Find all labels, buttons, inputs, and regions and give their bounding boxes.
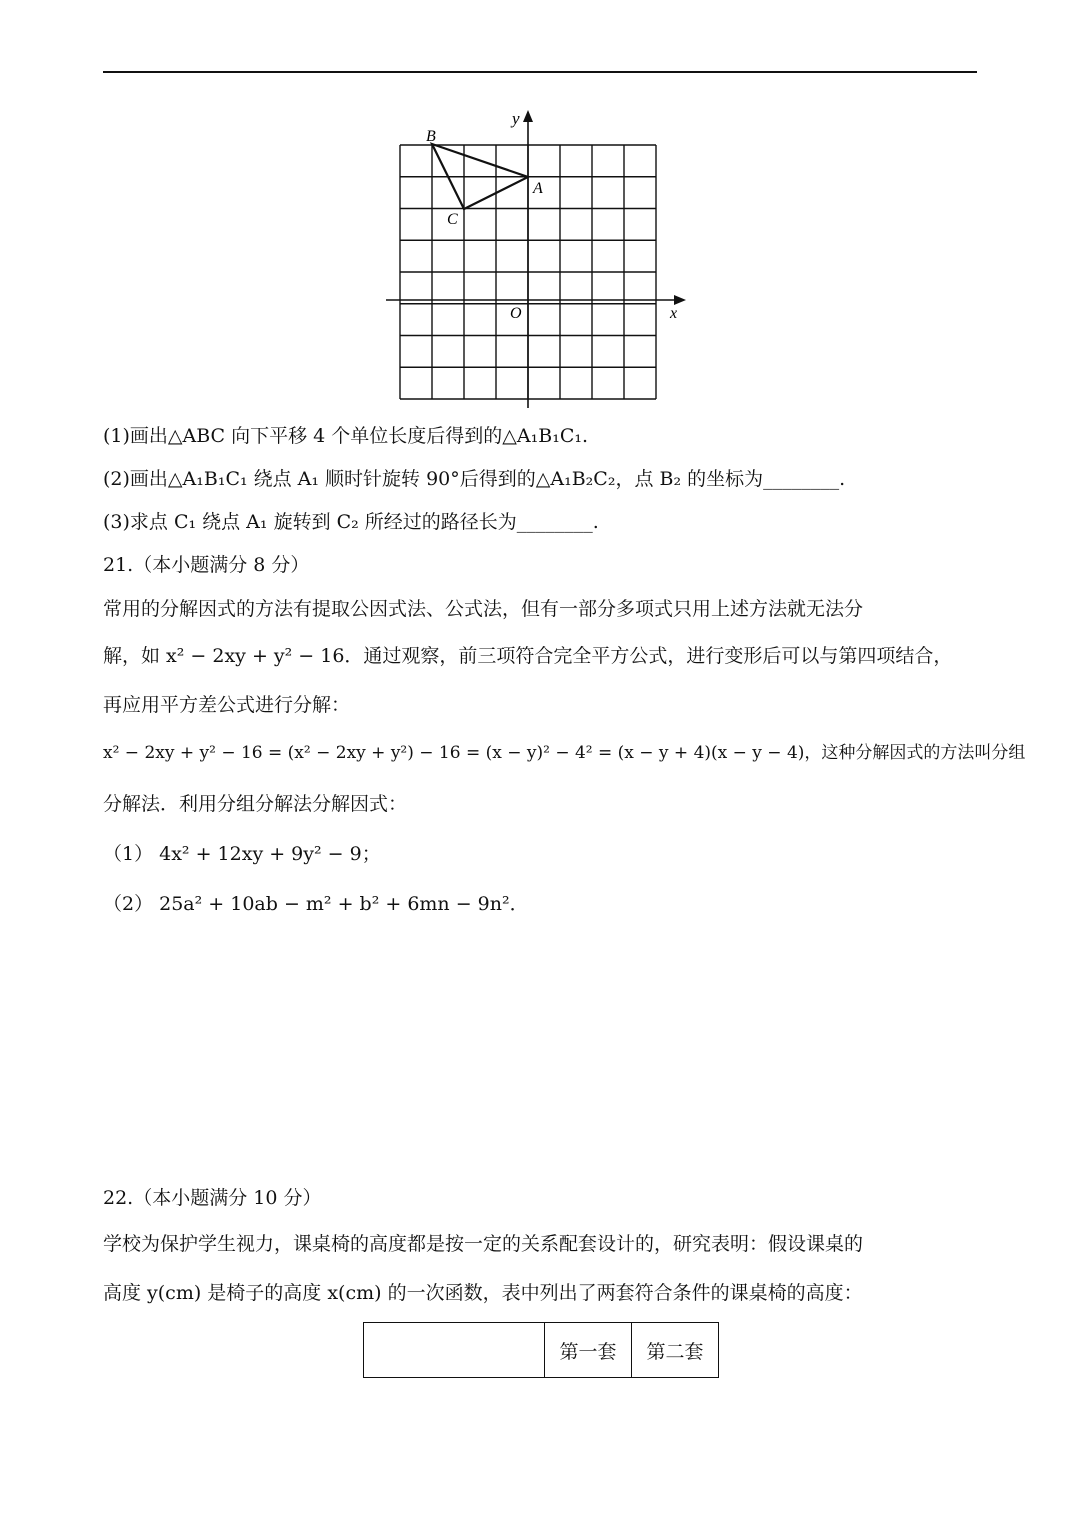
q22-line1: 学校为保护学生视力，课桌椅的高度都是按一定的关系配套设计的，研究表明：假设课桌的	[103, 1233, 864, 1255]
q21-line2: 解，如 x² − 2xy + y² − 16．通过观察，前三项符合完全平方公式，进行变形后可以与第四项结合，	[103, 645, 953, 667]
x-axis-label: x	[670, 305, 678, 322]
q21-header: 21.（本小题满分 8 分）	[103, 554, 310, 576]
coordinate-grid-figure	[380, 104, 690, 414]
point-b-label: B	[426, 128, 436, 145]
origin-label: O	[510, 305, 522, 322]
q21-sub1: （1） 4x² + 12xy + 9y² − 9；	[103, 843, 381, 865]
y-axis-arrow	[523, 110, 533, 122]
x-axis-arrow	[674, 295, 686, 305]
y-axis-label: y	[512, 109, 520, 128]
desk-chair-table	[363, 1322, 719, 1378]
q20-part3: (3)求点 C₁ 绕点 A₁ 旋转到 C₂ 所经过的路径长为________.	[103, 511, 599, 533]
table-header-blank	[364, 1323, 545, 1378]
table-header-set2: 第二套	[632, 1323, 719, 1378]
point-a-label: A	[533, 180, 543, 197]
q20-part2: (2)画出△A₁B₁C₁ 绕点 A₁ 顺时针旋转 90°后得到的△A₁B₂C₂，点 B₂ 的坐标为________.	[103, 468, 846, 490]
q21-line1: 常用的分解因式的方法有提取公因式法、公式法，但有一部分多项式只用上述方法就无法分	[103, 598, 864, 620]
q21-sub2: （2） 25a² + 10ab − m² + b² + 6mn − 9n²．	[103, 893, 529, 915]
top-rule	[103, 71, 977, 73]
q21-line5: 分解法．利用分组分解法分解因式：	[103, 793, 408, 815]
table-row	[364, 1323, 719, 1378]
point-c-label: C	[447, 211, 458, 228]
q22-line2: 高度 y(cm) 是椅子的高度 x(cm) 的一次函数，表中列出了两套符合条件的课桌椅的高度：	[103, 1282, 863, 1304]
table-header-set1: 第一套	[545, 1323, 632, 1378]
q21-line3: 再应用平方差公式进行分解：	[103, 694, 351, 716]
q21-line4: x² − 2xy + y² − 16 = (x² − 2xy + y²) − 16 = (x − y)² − 4² = (x − y + 4)(x − y − 4)，这种分解因式的方法叫分组	[103, 743, 1026, 763]
q22-header: 22.（本小题满分 10 分）	[103, 1187, 322, 1209]
q20-part1: (1)画出△ABC 向下平移 4 个单位长度后得到的△A₁B₁C₁.	[103, 425, 589, 447]
